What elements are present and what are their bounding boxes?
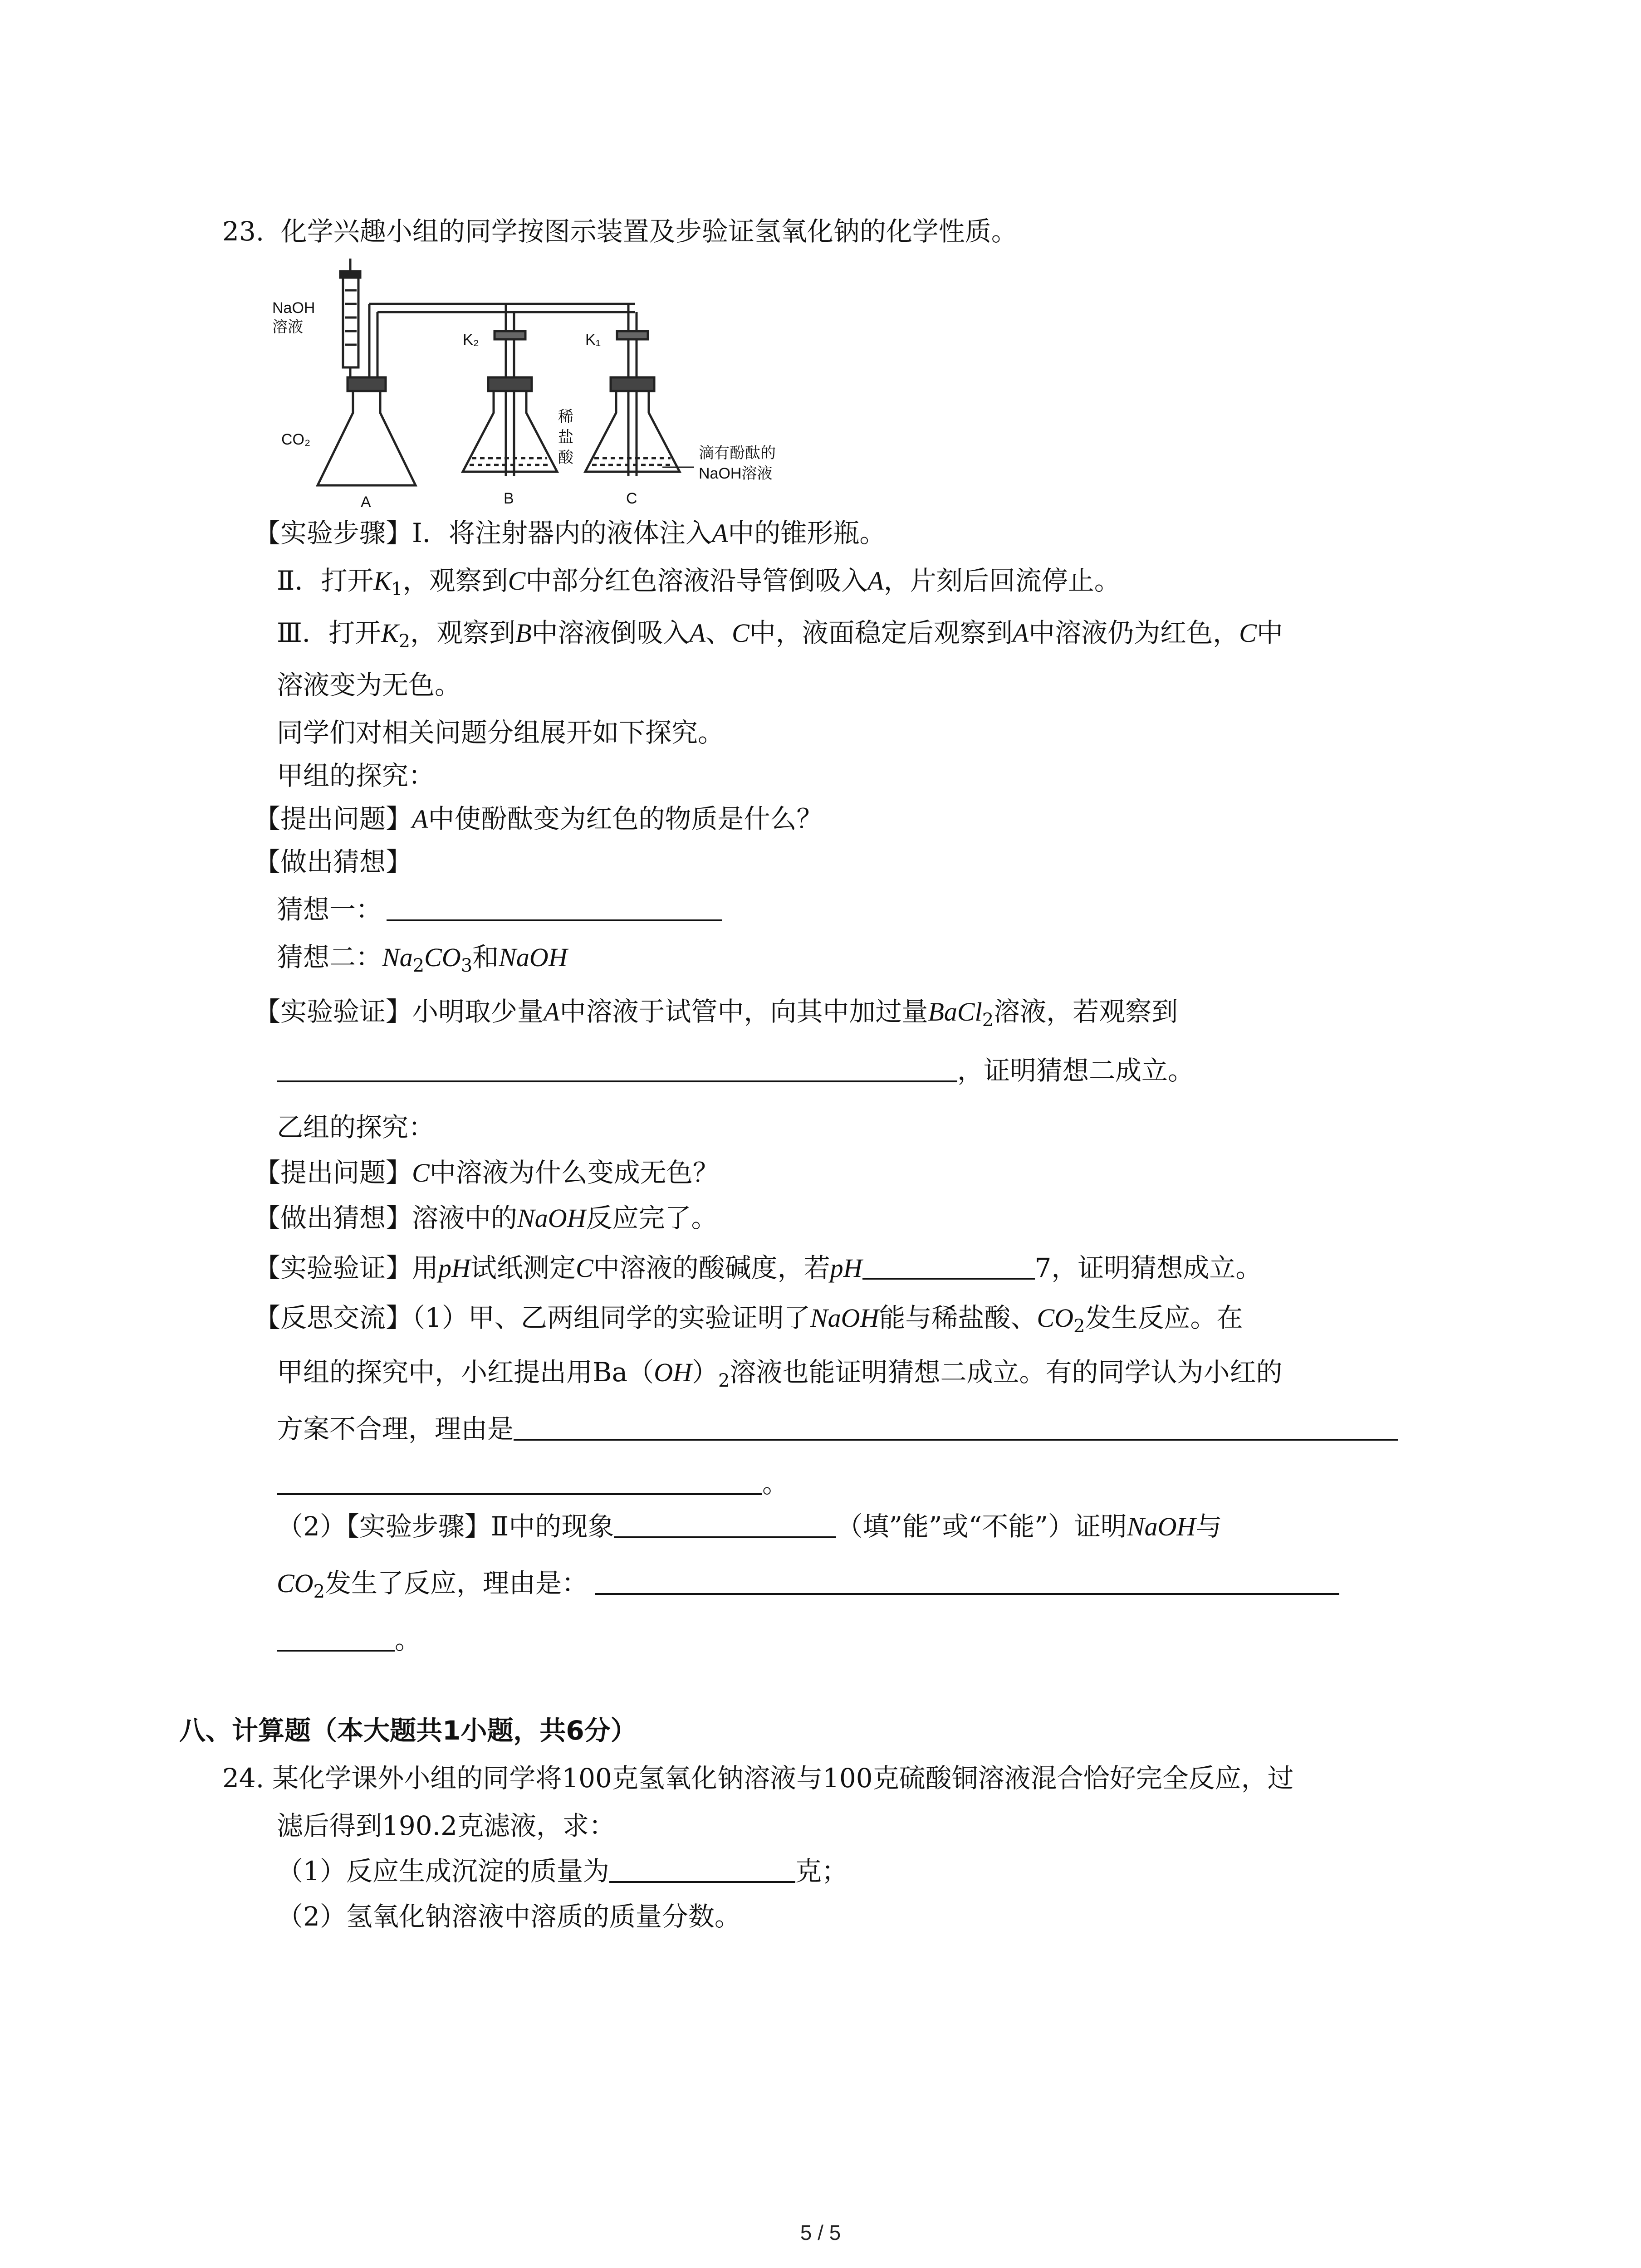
label-c-note-1: 滴有酚酞的 (699, 445, 776, 462)
step3-num: Ⅲ． (277, 617, 328, 648)
page-number: 5 / 5 (800, 2221, 841, 2244)
step2-t1: 打开 (321, 565, 374, 596)
reflect-sub: 2 (1073, 1316, 1085, 1337)
step1-text: 将注射器内的液体注入 (448, 518, 712, 548)
reflect2-t2: 溶液也能证明猜想二成立。有的同学认为小红的 (730, 1357, 1283, 1388)
q23-number: 23. (222, 216, 265, 247)
guess1-answer-blank[interactable] (387, 891, 722, 921)
step3-line (277, 615, 1283, 660)
guess2-and: 和 (472, 942, 499, 973)
label-acid-1: 稀 (558, 408, 573, 425)
step3-t3: 中溶液倒吸入 (531, 617, 690, 648)
q24-line1-text: 某化学课外小组的同学将100克氢氧化钠溶液与100克硫酸铜溶液混合恰好完全反应，过 (272, 1763, 1294, 1794)
label-acid-2: 盐 (558, 429, 573, 446)
part2-reason-blank-2[interactable] (277, 1622, 395, 1652)
reflect-co: CO (1037, 1303, 1073, 1333)
guess2-naoh: NaOH (499, 943, 568, 972)
q24-line1 (222, 1760, 1294, 1796)
precipitate-mass-blank[interactable] (609, 1853, 795, 1883)
part2-line1 (277, 1508, 1222, 1545)
step3-t6: 中溶液仍为红色， (1029, 617, 1239, 648)
group-a-question (254, 801, 823, 837)
gb-q-text: 中溶液为什么变成无色？ (429, 1157, 719, 1188)
reflect-period: 。 (762, 1468, 789, 1499)
step2-a: A (867, 566, 884, 596)
step1-line (254, 515, 886, 552)
step3-a: A (689, 618, 705, 648)
reflect-line3 (277, 1411, 1398, 1447)
part2-reason-blank-1[interactable] (595, 1565, 1339, 1595)
ga-q-text: 中使酚酞变为红色的物质是什么？ (428, 803, 823, 834)
step2-line (277, 562, 1121, 607)
group-b-guess (254, 1200, 718, 1237)
reflect2-ba: Ba（ (593, 1357, 654, 1388)
reason-blank-2[interactable] (277, 1465, 762, 1495)
apparatus-diagram (272, 259, 844, 513)
step3-t1: 打开 (328, 617, 381, 648)
reflect2-oh: OH (654, 1358, 692, 1387)
part2-line2 (277, 1565, 1339, 1610)
can-cannot-blank[interactable] (614, 1508, 836, 1538)
gb-guess-label: 【做出猜想】 (254, 1202, 412, 1233)
step2-ksub: 1 (391, 579, 403, 600)
ga-verify-end: ，证明猜想二成立。 (957, 1055, 1195, 1086)
step3-t4: 、 (705, 617, 732, 648)
gb-verify-ph2: pH (830, 1253, 862, 1283)
guess1-label: 猜想一： (277, 894, 382, 925)
label-flask-a: A (361, 494, 371, 511)
guess2-na: Na (382, 943, 413, 972)
ga-verify-bacl: BaCl (928, 997, 982, 1026)
step1-end: 中的锥形瓶。 (728, 518, 886, 548)
step3-t2: ，观察到 (410, 617, 516, 648)
reflect-t1: （1）甲、乙两组同学的实验证明了 (412, 1302, 810, 1333)
step3-t7: 中 (1256, 617, 1283, 648)
group-a-verify-line2 (277, 1052, 1194, 1089)
reflect3-t1: 方案不合理，理由是 (277, 1413, 514, 1444)
gb-verify-t2: 试纸测定 (470, 1252, 576, 1283)
guess1-line (277, 891, 722, 928)
step3-c2: C (1239, 618, 1257, 648)
q23-intro-line (222, 213, 1018, 249)
guess2-sub3: 3 (460, 955, 473, 976)
gb-q-c: C (412, 1158, 430, 1188)
q24-sub1-t2: 克； (795, 1856, 848, 1887)
group-b-verify (254, 1250, 1262, 1286)
gb-verify-label: 【实验验证】 (254, 1252, 412, 1283)
ph-comparison-blank[interactable] (862, 1250, 1035, 1280)
label-c-note-2: NaOH溶液 (699, 465, 773, 482)
reflect-naoh: NaOH (810, 1303, 879, 1333)
gb-guess-naoh: NaOH (517, 1203, 586, 1233)
q24-line2: 滤后得到190.2克滤液，求： (277, 1810, 616, 1841)
ga-q-a: A (412, 804, 428, 834)
ga-q-label: 【提出问题】 (254, 803, 412, 834)
step3-a2: A (1012, 618, 1029, 648)
step1-num: Ⅰ． (412, 518, 449, 548)
steps-label: 【实验步骤】 (254, 518, 412, 548)
q24-sub2: （2）氢氧化钠溶液中溶质的质量分数。 (277, 1901, 741, 1932)
group-b-heading: 乙组的探究： (277, 1112, 435, 1143)
p2b-sub: 2 (313, 1581, 325, 1602)
reflect-t2: 能与稀盐酸、 (879, 1302, 1037, 1333)
reflect2-t1: 甲组的探究中，小红提出用 (277, 1357, 593, 1388)
p2b-t1: 发生了反应，理由是： (325, 1568, 588, 1598)
gb-q-label: 【提出问题】 (254, 1157, 412, 1188)
step1-a: A (711, 518, 728, 548)
reflect-line4 (277, 1465, 789, 1501)
p2-t2: （填”能”或“不能”）证明 (836, 1511, 1127, 1542)
gb-verify-t3: 中溶液的酸碱度，若 (593, 1252, 830, 1283)
label-co2: CO₂ (281, 431, 311, 448)
group-a-heading: 甲组的探究： (277, 760, 435, 791)
step3-line2: 溶液变为无色。 (277, 670, 461, 700)
step3-t5: 中，液面稳定后观察到 (749, 617, 1013, 648)
gb-verify-c: C (575, 1253, 593, 1283)
label-k1: K₁ (585, 331, 601, 348)
reflect-label: 【反思交流】 (254, 1302, 412, 1333)
guess2-line (277, 939, 568, 984)
ga-observation-blank[interactable] (277, 1052, 957, 1082)
gb-verify-t1: 用 (412, 1252, 439, 1283)
q24-sub1-t1: （1）反应生成沉淀的质量为 (277, 1856, 609, 1887)
step2-t2: ，观察到 (402, 565, 508, 596)
ga-verify-t2: 中溶液于试管中，向其中加过量 (559, 996, 928, 1027)
group-b-question (254, 1154, 719, 1191)
step3-b: B (515, 618, 532, 648)
group-a-verify (254, 993, 1178, 1038)
reflect-line1 (254, 1300, 1243, 1344)
gb-guess-t1: 溶液中的 (412, 1202, 518, 1233)
q23-intro: 化学兴趣小组的同学按图示装置及步验证氢氧化钠的化学性质。 (280, 216, 1018, 247)
p2-naoh: NaOH (1127, 1512, 1196, 1541)
label-k2: K₂ (463, 331, 479, 348)
p2-t3: 与 (1195, 1511, 1222, 1542)
step2-c: C (508, 566, 526, 596)
ga-verify-t3: 溶液，若观察到 (994, 996, 1178, 1027)
label-naoh: NaOH (272, 299, 315, 317)
guess2-co: CO (424, 943, 461, 972)
step2-num: Ⅱ． (277, 565, 321, 596)
reflect2-sub: 2 (718, 1370, 730, 1391)
ga-verify-sub: 2 (982, 1010, 994, 1031)
reflect-t3: 发生反应。在 (1085, 1302, 1243, 1333)
q24-sub1 (277, 1853, 848, 1889)
q24-number: 24. (222, 1763, 265, 1794)
step2-t4: ，片刻后回流停止。 (883, 565, 1121, 596)
gb-verify-t4: 7，证明猜想成立。 (1034, 1252, 1262, 1283)
gb-guess-t2: 反应完了。 (586, 1202, 718, 1233)
guess2-sub2: 2 (412, 955, 425, 976)
p2-t1: （2）【实验步骤】Ⅱ中的现象 (277, 1511, 614, 1542)
group-a-guess-label: 【做出猜想】 (254, 846, 412, 877)
ga-verify-a: A (544, 997, 560, 1026)
reflect-line2 (277, 1354, 1282, 1399)
label-flask-b: B (504, 490, 514, 507)
reflect2-close: ） (692, 1357, 719, 1388)
gb-verify-ph: pH (438, 1253, 470, 1283)
part2-line3 (277, 1622, 421, 1658)
step3-k: K (381, 618, 399, 648)
step3-c: C (732, 618, 749, 648)
step2-k: K (373, 566, 392, 596)
ga-verify-label: 【实验验证】 (254, 996, 412, 1027)
ga-verify-t1: 小明取少量 (412, 996, 544, 1027)
step2-t3: 中部分红色溶液沿导管倒吸入 (525, 565, 868, 596)
guess2-label: 猜想二： (277, 942, 382, 973)
label-naoh-solution: 溶液 (272, 318, 303, 336)
part2-period: 。 (395, 1624, 421, 1655)
label-acid-3: 酸 (558, 449, 573, 466)
label-flask-c: C (626, 490, 637, 507)
reason-blank-1[interactable] (514, 1411, 1398, 1441)
explore-intro: 同学们对相关问题分组展开如下探究。 (277, 717, 725, 748)
step3-ksub: 2 (398, 631, 411, 652)
p2b-co: CO (277, 1569, 314, 1598)
section-8-heading: 八、计算题（本大题共1小题，共6分） (179, 1715, 637, 1746)
